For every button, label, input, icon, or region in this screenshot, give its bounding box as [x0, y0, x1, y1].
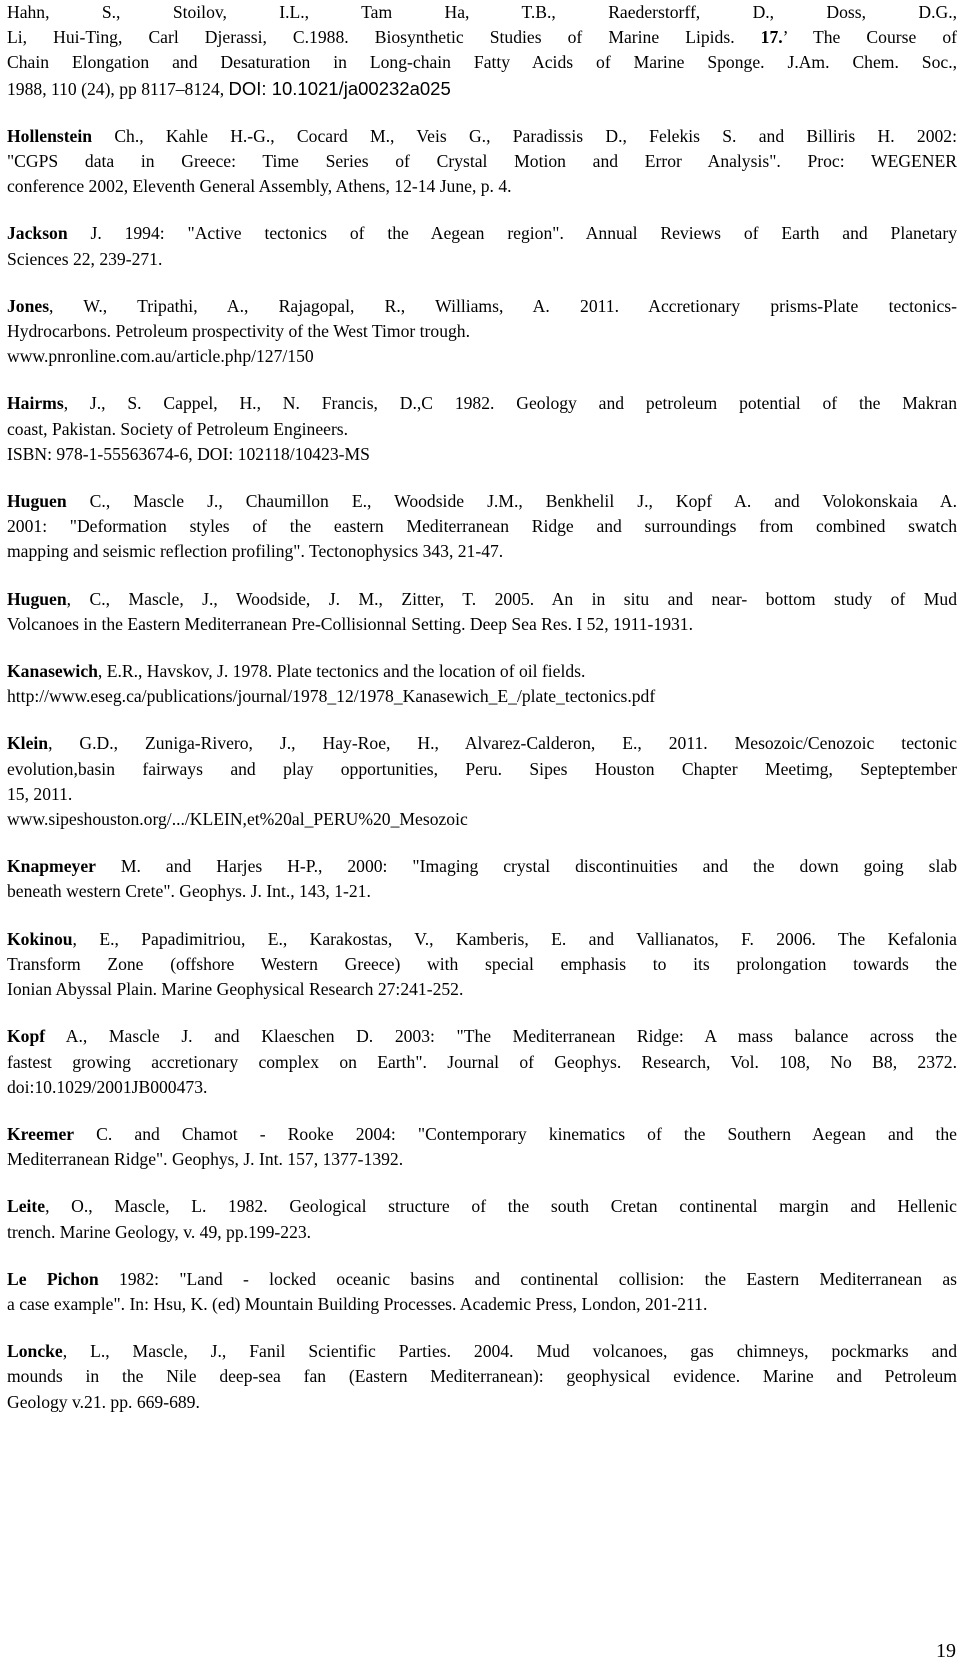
reference-line-text: C. and Chamot - Rooke 2004: "Contemporary kinematics of the Southern Aegean and the: [74, 1123, 957, 1144]
reference-list: [7, 0, 957, 1437]
reference-author: Kreemer: [7, 1123, 75, 1144]
reference-number: 17.: [760, 27, 783, 48]
reference-author: Hairms: [7, 393, 64, 414]
reference-item: [7, 659, 957, 709]
reference-line: [7, 124, 957, 149]
reference-item: [7, 294, 957, 370]
reference-line-text: , L., Mascle, J., Fanil Scientific Parties. 2004. Mud volcanoes, gas chimneys, pockmarks and: [62, 1341, 957, 1362]
reference-line-text: 1982: "Land - locked oceanic basins and continental collision: the Eastern Mediterranean as: [98, 1268, 957, 1289]
reference-link[interactable]: http://www.eseg.ca/publications/journal/1978_12/1978_Kanasewich_E_/plate_tectonics.pdf: [7, 686, 656, 707]
reference-line-text: C., Mascle J., Chaumillon E., Woodside J.M., Benkhelil J., Kopf A. and Volokonskaia A.: [66, 491, 957, 512]
reference-line-text: Li, Hui-Ting, Carl Djerassi, C.1988. Biosynthetic Studies of Marine Lipids.: [7, 27, 761, 48]
reference-line: Transform Zone (offshore Western Greece) with special emphasis to its prolongation towards the: [7, 953, 957, 974]
reference-line: [7, 1339, 957, 1364]
reference-author: Huguen: [7, 588, 67, 609]
reference-item: [7, 927, 957, 1003]
reference-item: [7, 731, 957, 832]
reference-author: Klein: [7, 733, 49, 754]
reference-line: Hydrocarbons. Petroleum prospectivity of the West Timor trough.: [7, 321, 470, 342]
reference-line: coast, Pakistan. Society of Petroleum Engineers.: [7, 418, 349, 439]
reference-author: Hollenstein: [7, 125, 93, 146]
reference-line: [7, 294, 957, 319]
reference-link[interactable]: www.sipeshouston.org/.../KLEIN,et%20al_PERU%20_Mesozoic: [7, 809, 468, 830]
reference-item: [7, 391, 957, 467]
reference-item: [7, 1267, 957, 1317]
doi-text: DOI: 10.1021/ja00232a025: [228, 77, 451, 99]
reference-line: [7, 1194, 957, 1219]
reference-line-text: ’ The Course of: [782, 27, 957, 48]
reference-line-text: , J., S. Cappel, H., N. Francis, D.,C 1982. Geology and petroleum potential of the Makran: [63, 393, 957, 414]
reference-author: Le Pichon: [7, 1268, 99, 1289]
reference-line: conference 2002, Eleventh General Assembly, Athens, 12-14 June, p. 4.: [7, 176, 512, 197]
reference-line: [7, 1267, 957, 1292]
reference-item: [7, 1194, 957, 1244]
reference-line-text: , O., Mascle, L. 1982. Geological structure of the south Cretan continental margin and Hellenic: [45, 1196, 957, 1217]
reference-author: Huguen: [7, 491, 67, 512]
reference-item: [7, 1122, 957, 1172]
reference-line: 2001: "Deformation styles of the eastern Mediterranean Ridge and surroundings from combined swatch: [7, 516, 957, 537]
reference-line-text: , G.D., Zuniga-Rivero, J., Hay-Roe, H., Alvarez-Calderon, E., 2011. Mesozoic/Cenozoic tectonic: [48, 733, 957, 754]
reference-line-text: Ch., Kahle H.-G., Cocard M., Veis G., Paradissis D., Felekis S. and Billiris H. 2002:: [92, 125, 957, 146]
reference-line: Volcanoes in the Eastern Mediterranean Pre-Collisionnal Setting. Deep Sea Res. I 52, 1911-1931.: [7, 613, 694, 634]
reference-line: Mediterranean Ridge". Geophys, J. Int. 157, 1377-1392.: [7, 1149, 404, 1170]
reference-author: Jones: [7, 295, 50, 316]
reference-item: [7, 124, 957, 200]
reference-line: beneath western Crete". Geophys. J. Int., 143, 1-21.: [7, 881, 371, 902]
reference-line-text: , E.R., Havskov, J. 1978. Plate tectonics and the location of oil fields.: [97, 661, 586, 682]
reference-line-text: 1988, 110 (24), pp 8117–8124,: [7, 78, 229, 99]
reference-line-text: , E., Papadimitriou, E., Karakostas, V., Kamberis, E. and Vallianatos, F. 2006. The Kefalonia: [72, 928, 957, 949]
reference-line: [7, 1122, 957, 1147]
reference-line-text: M. and Harjes H-P., 2000: "Imaging crystal discontinuities and the down going slab: [95, 856, 957, 877]
reference-line: [7, 587, 957, 612]
reference-line-text: , W., Tripathi, A., Rajagopal, R., Williams, A. 2011. Accretionary prisms-Plate tectonics-: [49, 295, 957, 316]
reference-line: Chain Elongation and Desaturation in Long-chain Fatty Acids of Marine Sponge. J.Am. Chem. Soc.,: [7, 52, 957, 73]
reference-link[interactable]: www.pnronline.com.au/article.php/127/150: [7, 346, 314, 367]
reference-line: [7, 76, 957, 102]
reference-line: [7, 731, 957, 756]
page-number: 19: [936, 1640, 956, 1662]
reference-line: [7, 854, 957, 879]
reference-author: Kopf: [7, 1026, 46, 1047]
reference-author: Loncke: [7, 1341, 63, 1362]
reference-author: Knapmeyer: [7, 856, 96, 877]
reference-line-text: J. 1994: "Active tectonics of the Aegean region". Annual Reviews of Earth and Planetary: [67, 223, 957, 244]
reference-line: 15, 2011.: [7, 783, 73, 804]
reference-item: [7, 854, 957, 904]
reference-line: "CGPS data in Greece: Time Series of Crystal Motion and Error Analysis". Proc: WEGENER: [7, 151, 957, 172]
reference-line: [7, 1024, 957, 1049]
reference-author: Kanasewich: [7, 661, 98, 682]
reference-line: [7, 221, 957, 246]
reference-item: [7, 0, 957, 102]
reference-line: trench. Marine Geology, v. 49, pp.199-223.: [7, 1221, 312, 1242]
reference-line: [7, 659, 957, 684]
reference-line: fastest growing accretionary complex on Earth". Journal of Geophys. Research, Vol. 108, No B8, 2372.: [7, 1051, 957, 1072]
reference-item: [7, 1024, 957, 1100]
reference-item: [7, 587, 957, 637]
reference-item: [7, 221, 957, 271]
reference-line: [7, 25, 957, 50]
reference-author: Leite: [7, 1196, 46, 1217]
reference-line: evolution,basin fairways and play opportunities, Peru. Sipes Houston Chapter Meetimg, Septeptember: [7, 758, 957, 779]
reference-line: Geology v.21. pp. 669-689.: [7, 1391, 200, 1412]
reference-line: mapping and seismic reflection profiling". Tectonophysics 343, 21-47.: [7, 541, 504, 562]
reference-author: Jackson: [7, 223, 68, 244]
reference-line: [7, 391, 957, 416]
reference-line: Ionian Abyssal Plain. Marine Geophysical Research 27:241-252.: [7, 979, 464, 1000]
reference-line: mounds in the Nile deep-sea fan (Eastern Mediterranean): geophysical evidence. Marine and Petroleum: [7, 1366, 957, 1387]
reference-line: Sciences 22, 239-271.: [7, 248, 163, 269]
reference-line-text: A., Mascle J. and Klaeschen D. 2003: "The Mediterranean Ridge: A mass balance across the: [45, 1026, 957, 1047]
reference-line: a case example". In: Hsu, K. (ed) Mountain Building Processes. Academic Press, London, 201-211.: [7, 1293, 708, 1314]
reference-line-text: , C., Mascle, J., Woodside, J. M., Zitter, T. 2005. An in situ and near- bottom study of Mud: [66, 588, 957, 609]
reference-line: [7, 489, 957, 514]
reference-line: doi:10.1029/2001JB000473.: [7, 1076, 208, 1097]
reference-line: ISBN: 978-1-55563674-6, DOI: 102118/10423-MS: [7, 443, 370, 464]
reference-author: Kokinou: [7, 928, 73, 949]
reference-item: [7, 1339, 957, 1415]
reference-line: Hahn, S., Stoilov, I.L., Tam Ha, T.B., Raederstorff, D., Doss, D.G.,: [7, 2, 957, 22]
reference-line: [7, 927, 957, 952]
reference-item: [7, 489, 957, 565]
